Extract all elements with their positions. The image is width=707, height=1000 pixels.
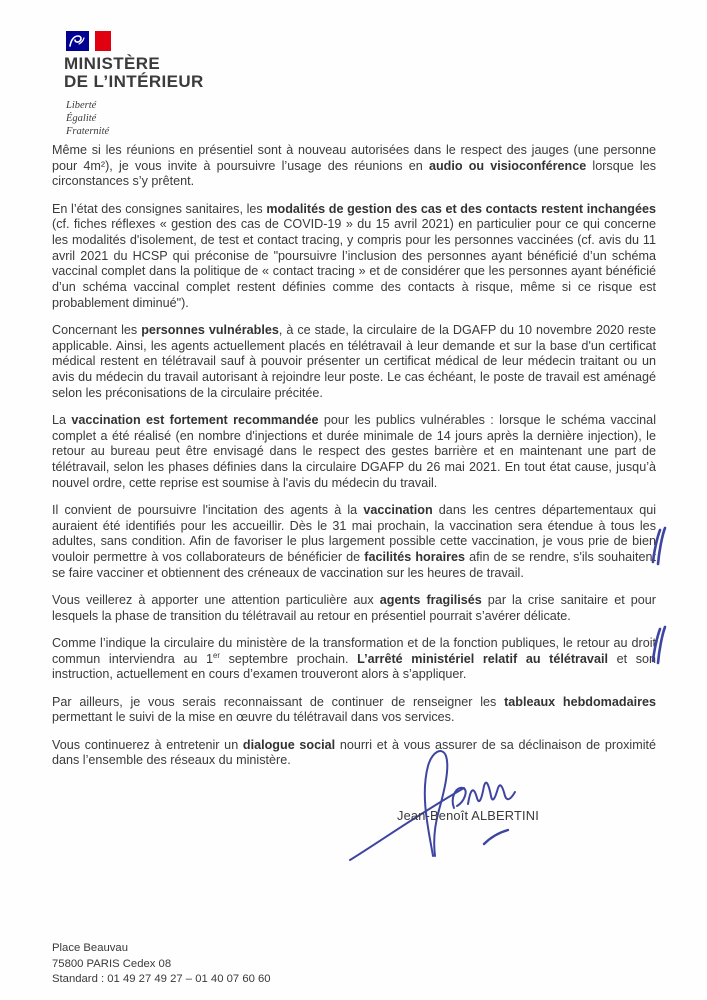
paragraph-meetings: Même si les réunions en présentiel sont à nouveau autorisées dans le respect des jauges (une personne pour 4m²), je vous invite à poursuivre l’usage des réunions en audio ou visioconférence lorsque les circonstances s’y prêtent. <box>52 143 657 189</box>
paragraph-weekly-tables: Par ailleurs, je vous serais reconnaissant de continuer de renseigner les tableaux hebdomadaires permettant le suivi de la mise en œuvre du télétravail dans vos services. <box>52 694 656 725</box>
paragraph-case-management: En l’état des consignes sanitaires, les modalités de gestion des cas et des contacts restent inchangées (cf. fiches réflexes « gestion des cas de COVID-19 » du 15 avril 2021) en particulier pour ce qui concerne les modalités d'isolement, de test et contact tracing, y compris pour les personnes vaccinées (cf. avis du 11 avril 2021 du HCSP qui préconise de "poursuivre l’inclusion des personnes ayant bénéficié d’un schéma vaccinal complet dans la politique de « contact tracing » et de considérer que les personnes ayant bénéficié d’un schéma vaccinal complet restent définies comme des contacts à risque, même si ce risque est probablement diminué"). <box>52 201 656 310</box>
ministry-name-line1: MINISTÈRE <box>64 54 161 73</box>
marianne-icon <box>66 31 89 51</box>
flag-blue-block <box>66 31 89 51</box>
ministry-header <box>64 31 204 138</box>
french-flag-logo <box>66 31 204 52</box>
ministry-name-line2: DE L’INTÉRIEUR <box>64 72 204 91</box>
signatory-name: Jean-Benoît ALBERTINI <box>397 808 539 823</box>
motto-fraternite: Fraternité <box>66 126 110 137</box>
paragraph-vaccination-recommended: La vaccination est fortement recommandée pour les publics vulnérables : lorsque le schéma vaccinal complet a été réalisé (en nombre d'injections et durée minimale de 14 jours après la dernière injection), le retour au bureau peut être envisagé dans le respect des gestes barrière et en maintenant une part de télétravail, selon les phases définies dans la circulaire DGAFP du 26 mai 2021. En tout état cause, jusqu’à nouvel ordre, cette reprise est soumise à l'avis du médecin du travail. <box>52 413 656 490</box>
footer-address <box>52 941 271 988</box>
margin-pen-mark-icon <box>650 623 672 667</box>
footer-phone: Standard : 01 49 27 49 27 – 01 40 07 60 60 <box>52 973 271 985</box>
footer-street: Place Beauvau <box>52 942 128 954</box>
paragraph-return-to-law: Comme l’indique la circulaire du ministère de la transformation et de la fonction publiques, le retour au droit commun interviendra au 1er septembre prochain. L’arrêté ministériel relatif au télétravail et son instruction, actuellement en cours d’examen trouveront alors à s’appliquer. <box>52 635 657 682</box>
paragraph-fragile-agents: Vous veillerez à apporter une attention particulière aux agents fragilisés par la crise sanitaire et pour lesquels la phase de transition du télétravail au retour en présentiel pourrait s’avérer délicate. <box>52 593 656 623</box>
ministry-name <box>64 55 204 91</box>
paragraph-vulnerable-persons: Concernant les personnes vulnérables, à ce stade, la circulaire de la DGAFP du 10 novembre 2020 reste applicable. Ainsi, les agents actuellement placés en télétravail à leur demande et sur la base d'un certificat médical restent en télétravail sauf à pouvoir présenter un certificat médical de leur médecin traitant ou un avis du médecin du travail autorisant à rejoindre leur poste. Le cas échéant, le poste de travail est aménagé selon les préconisations de la circulaire précitée. <box>52 323 656 400</box>
signature-scribble-icon <box>336 744 566 866</box>
motto-liberte: Liberté <box>66 100 97 111</box>
letter-body <box>52 143 656 780</box>
paragraph-social-dialogue: Vous continuerez à entretenir un dialogue social nourri et à vous assurer de sa déclinaison de proximité dans l’ensemble des réseaux du ministère. <box>52 737 656 768</box>
margin-pen-mark-icon <box>650 524 672 568</box>
footer-city: 75800 PARIS Cedex 08 <box>52 957 172 970</box>
republic-motto <box>66 99 204 138</box>
paragraph-vaccination-incentive: Il convient de poursuivre l'incitation des agents à la vaccination dans les centres départementaux qui auraient été identifiés pour les accueillir. Dès le 31 mai prochain, la vaccination sera étendue à tous les adultes, sans condition. Afin de favoriser le plus largement possible cette vaccination, je vous prie de bien vouloir permettre à vos collaborateurs de bénéficier de facilités horaires afin de se rendre, s'ils souhaitent se faire vacciner et obtiennent des créneaux de vaccination sur les heures de travail. <box>52 503 656 580</box>
flag-red-block <box>95 31 111 51</box>
motto-egalite: Égalité <box>66 113 97 124</box>
